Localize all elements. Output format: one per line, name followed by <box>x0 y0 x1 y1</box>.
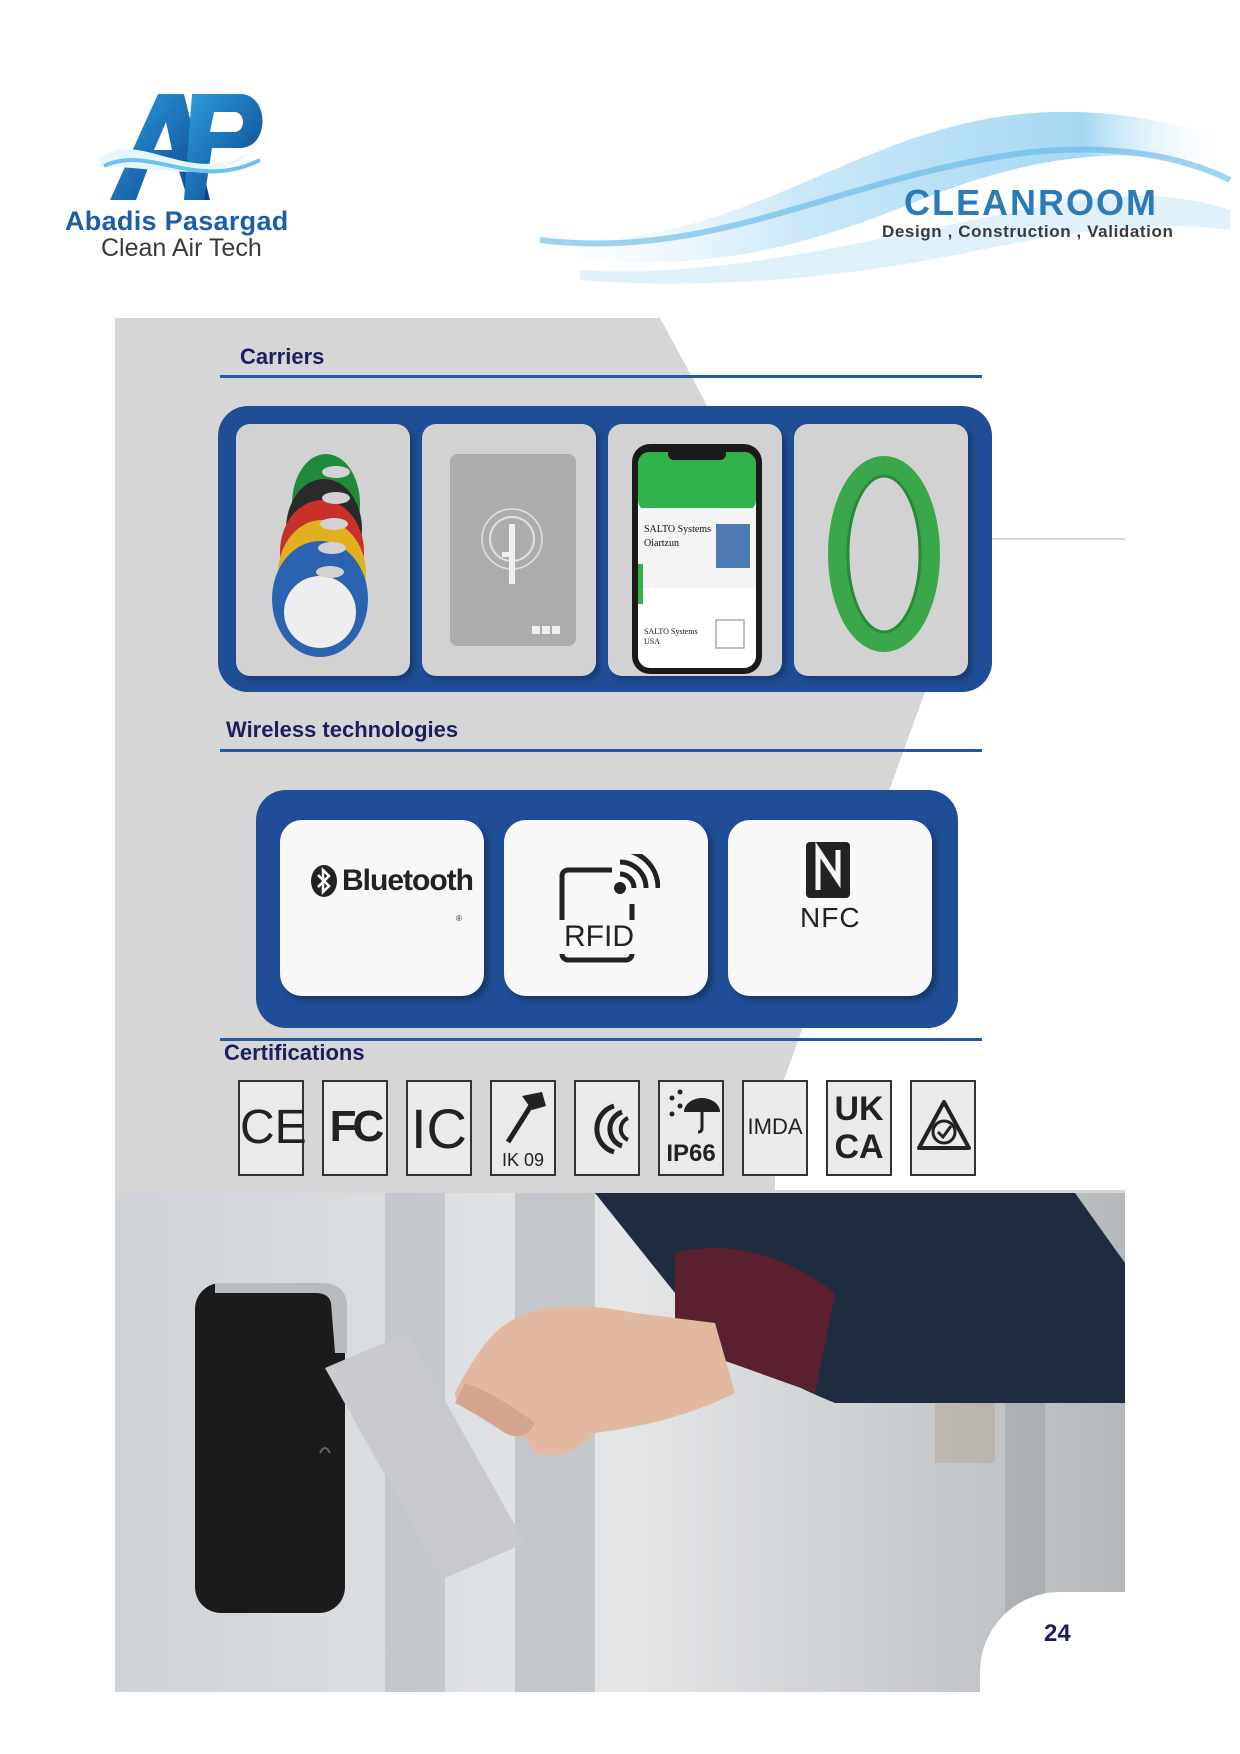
rcm-tick-icon <box>910 1080 976 1176</box>
bluetooth-card <box>280 820 484 996</box>
bluetooth-icon <box>310 864 338 898</box>
key-fob-icon <box>236 424 410 676</box>
card-reader-photo <box>115 1193 1125 1692</box>
ce-mark-icon: CE <box>238 1080 304 1176</box>
hammer-icon <box>502 1088 548 1144</box>
brand-name: Abadis Pasargad <box>65 206 289 236</box>
wireless-frame <box>256 790 958 1028</box>
rfid-card <box>504 820 708 996</box>
access-card-icon <box>422 424 596 676</box>
ic-mark-icon: IC <box>406 1080 472 1176</box>
carrier-smartphone <box>608 424 782 676</box>
ap-logo-icon <box>100 88 270 208</box>
carrier-access-card <box>422 424 596 676</box>
certifications-heading: Certifications <box>224 1040 365 1065</box>
carrier-key-fob <box>236 424 410 676</box>
rfid-label: RFID <box>564 920 634 953</box>
ik09-impact-icon: IK 09 <box>490 1080 556 1176</box>
nfc-icon <box>802 838 858 902</box>
rcm-radio-icon <box>574 1080 640 1176</box>
nfc-label: NFC <box>800 902 861 933</box>
phone-line3: SALTO Systems <box>644 627 698 636</box>
wristband-icon <box>794 424 968 676</box>
wireless-heading: Wireless technologies <box>226 717 459 742</box>
cleanroom-subtitle: Design , Construction , Validation <box>882 222 1174 241</box>
nfc-card <box>728 820 932 996</box>
imda-mark-icon: IMDA <box>742 1080 808 1176</box>
carriers-frame <box>218 406 992 692</box>
bluetooth-label: Bluetooth <box>342 864 473 897</box>
phone-line1: SALTO Systems <box>644 524 711 535</box>
phone-line4: USA <box>644 637 661 646</box>
brand-tagline: Clean Air Tech <box>101 234 262 262</box>
phone-line2: Oiartzun <box>644 538 679 549</box>
ukca-mark-icon: UK CA <box>826 1080 892 1176</box>
carrier-wristband <box>794 424 968 676</box>
fcc-mark-icon: FC <box>322 1080 388 1176</box>
umbrella-icon <box>666 1088 720 1134</box>
company-logo <box>60 88 300 268</box>
cleanroom-title: CLEANROOM <box>904 182 1158 223</box>
radio-waves-icon <box>584 1100 634 1158</box>
triangle-check-icon <box>916 1098 972 1158</box>
page-number: 24 <box>1044 1620 1071 1647</box>
bluetooth-registered: ® <box>456 914 462 923</box>
carriers-heading: Carriers <box>240 344 325 369</box>
ip66-rain-icon: IP66 <box>658 1080 724 1176</box>
smartphone-icon <box>608 424 782 676</box>
carriers-divider <box>220 375 982 378</box>
wireless-divider <box>220 749 982 752</box>
